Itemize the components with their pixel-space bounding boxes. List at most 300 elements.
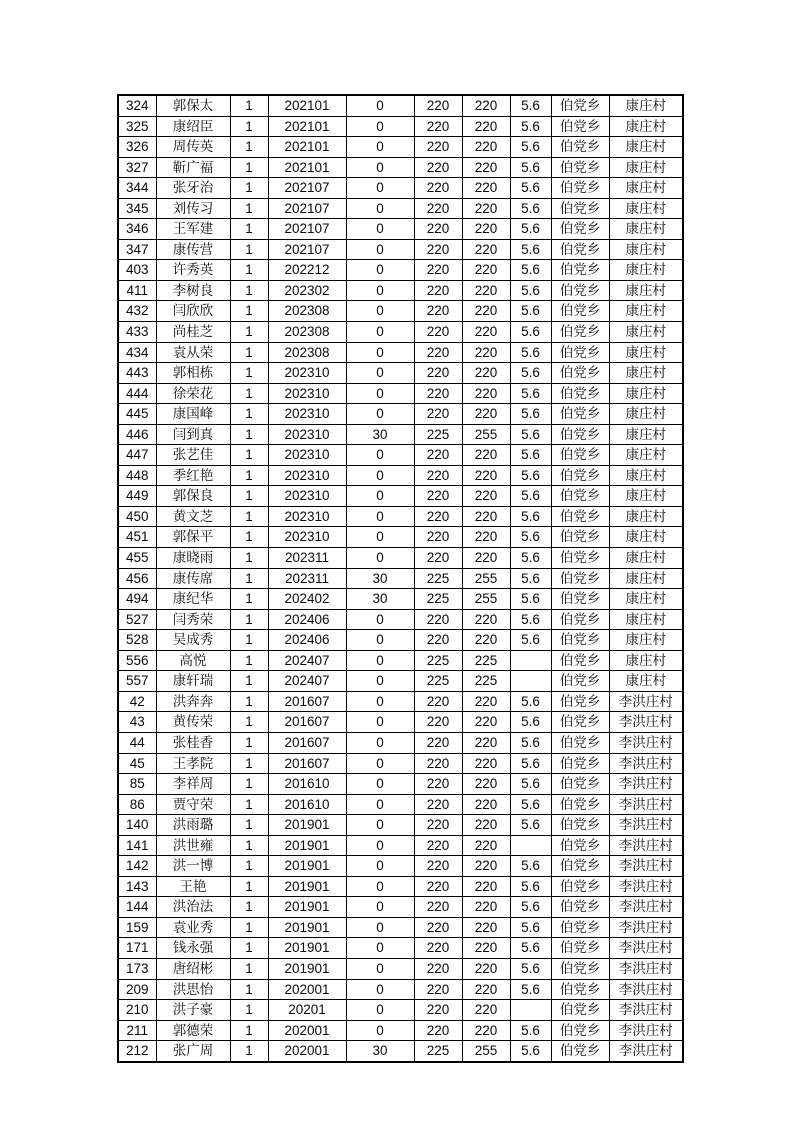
table-cell: 0 (346, 691, 414, 712)
table-cell: 210 (118, 1000, 156, 1021)
table-cell: 220 (462, 95, 510, 116)
table-cell: 220 (462, 958, 510, 979)
table-cell: 494 (118, 589, 156, 610)
table-cell: 220 (462, 137, 510, 158)
table-cell: 0 (346, 794, 414, 815)
table-cell: 202310 (268, 527, 346, 548)
table-row (118, 815, 683, 836)
table-cell: 伯党乡 (551, 958, 609, 979)
table-cell: 201901 (268, 876, 346, 897)
table-cell: 0 (346, 219, 414, 240)
table-cell: 202107 (268, 219, 346, 240)
table-cell: 202310 (268, 424, 346, 445)
table-cell: 李洪庄村 (609, 1000, 683, 1021)
table-cell: 季红艳 (156, 465, 230, 486)
table-cell: 5.6 (510, 712, 551, 733)
table-cell: 220 (462, 486, 510, 507)
table-cell: 李洪庄村 (609, 691, 683, 712)
table-cell: 220 (462, 774, 510, 795)
table-row (118, 1000, 683, 1021)
table-cell: 220 (462, 239, 510, 260)
table-cell: 220 (414, 691, 462, 712)
table-cell: 5.6 (510, 363, 551, 384)
table-cell: 220 (414, 917, 462, 938)
table-cell: 康庄村 (609, 465, 683, 486)
table-cell: 225 (414, 1041, 462, 1062)
table-cell (510, 650, 551, 671)
table-cell: 220 (462, 917, 510, 938)
table-cell: 尚桂芝 (156, 322, 230, 343)
table-cell: 1 (230, 465, 268, 486)
table-row (118, 712, 683, 733)
table-cell: 1 (230, 876, 268, 897)
table-cell: 344 (118, 178, 156, 199)
table-cell: 1 (230, 95, 268, 116)
table-cell: 0 (346, 630, 414, 651)
table-cell: 0 (346, 527, 414, 548)
table-cell: 220 (462, 856, 510, 877)
table-cell: 1 (230, 568, 268, 589)
table-cell: 5.6 (510, 404, 551, 425)
table-cell: 220 (462, 609, 510, 630)
table-cell: 5.6 (510, 301, 551, 322)
table-cell: 255 (462, 568, 510, 589)
table-cell: 康庄村 (609, 322, 683, 343)
table-cell: 220 (462, 383, 510, 404)
table-row (118, 486, 683, 507)
table-cell: 220 (414, 342, 462, 363)
table-row (118, 609, 683, 630)
table-cell: 伯党乡 (551, 465, 609, 486)
table-cell: 康庄村 (609, 589, 683, 610)
table-cell: 220 (462, 404, 510, 425)
table-cell: 202101 (268, 157, 346, 178)
table-cell: 220 (414, 95, 462, 116)
table-cell: 5.6 (510, 876, 551, 897)
table-cell: 202101 (268, 137, 346, 158)
table-cell: 144 (118, 897, 156, 918)
table-cell: 0 (346, 1000, 414, 1021)
table-cell (510, 835, 551, 856)
table-cell: 326 (118, 137, 156, 158)
beneficiary-table (117, 94, 684, 1063)
table-cell: 1 (230, 178, 268, 199)
table-cell: 康传席 (156, 568, 230, 589)
table-cell: 1 (230, 527, 268, 548)
table-cell: 30 (346, 1041, 414, 1062)
table-row (118, 301, 683, 322)
table-cell: 202001 (268, 1041, 346, 1062)
table-cell: 220 (414, 753, 462, 774)
table-cell: 225 (414, 424, 462, 445)
table-cell: 1 (230, 198, 268, 219)
table-cell: 202402 (268, 589, 346, 610)
table-cell: 钱永强 (156, 938, 230, 959)
table-row (118, 178, 683, 199)
table-cell: 220 (462, 1000, 510, 1021)
table-cell: 张艺佳 (156, 445, 230, 466)
table-cell: 康庄村 (609, 506, 683, 527)
table-row (118, 691, 683, 712)
table-cell: 郭相栋 (156, 363, 230, 384)
table-row (118, 630, 683, 651)
table-row (118, 404, 683, 425)
table-cell: 202308 (268, 322, 346, 343)
table-cell: 1 (230, 815, 268, 836)
table-cell: 220 (414, 301, 462, 322)
table-cell: 闫欣欣 (156, 301, 230, 322)
table-cell: 202308 (268, 301, 346, 322)
table-cell: 0 (346, 486, 414, 507)
table-cell: 220 (414, 794, 462, 815)
table-cell: 李洪庄村 (609, 1041, 683, 1062)
table-cell: 201607 (268, 732, 346, 753)
table-cell: 201610 (268, 794, 346, 815)
table-cell: 5.6 (510, 589, 551, 610)
table-cell: 5.6 (510, 178, 551, 199)
table-cell: 5.6 (510, 239, 551, 260)
table-cell: 220 (414, 856, 462, 877)
table-cell: 康庄村 (609, 650, 683, 671)
table-cell: 30 (346, 424, 414, 445)
table-cell: 5.6 (510, 958, 551, 979)
table-cell: 443 (118, 363, 156, 384)
table-cell: 0 (346, 260, 414, 281)
table-cell: 5.6 (510, 527, 551, 548)
table-cell: 220 (414, 609, 462, 630)
table-cell: 220 (462, 876, 510, 897)
table-cell: 456 (118, 568, 156, 589)
table-cell: 伯党乡 (551, 198, 609, 219)
table-cell: 5.6 (510, 137, 551, 158)
table-cell: 202302 (268, 280, 346, 301)
table-cell: 202107 (268, 239, 346, 260)
table-cell: 5.6 (510, 856, 551, 877)
table-row (118, 116, 683, 137)
table-cell: 洪奔奔 (156, 691, 230, 712)
table-cell: 康庄村 (609, 363, 683, 384)
table-cell: 201610 (268, 774, 346, 795)
table-cell: 洪子豪 (156, 1000, 230, 1021)
table-cell: 康庄村 (609, 568, 683, 589)
table-cell: 5.6 (510, 897, 551, 918)
table-cell: 伯党乡 (551, 630, 609, 651)
table-cell: 1 (230, 650, 268, 671)
table-cell: 220 (414, 465, 462, 486)
table-cell: 康庄村 (609, 424, 683, 445)
table-cell: 张牙治 (156, 178, 230, 199)
table-cell: 5.6 (510, 774, 551, 795)
table-cell: 202406 (268, 630, 346, 651)
table-cell: 1 (230, 794, 268, 815)
table-cell: 220 (462, 465, 510, 486)
table-cell: 伯党乡 (551, 732, 609, 753)
table-cell: 556 (118, 650, 156, 671)
table-cell: 1 (230, 1041, 268, 1062)
table-cell: 伯党乡 (551, 116, 609, 137)
table-cell: 220 (414, 445, 462, 466)
table-cell: 伯党乡 (551, 486, 609, 507)
table-cell: 0 (346, 280, 414, 301)
table-cell: 411 (118, 280, 156, 301)
table-cell: 202311 (268, 568, 346, 589)
table-cell: 201607 (268, 753, 346, 774)
table-cell: 20201 (268, 1000, 346, 1021)
table-cell: 康庄村 (609, 548, 683, 569)
table-cell: 康庄村 (609, 260, 683, 281)
table-cell: 伯党乡 (551, 897, 609, 918)
table-cell: 王艳 (156, 876, 230, 897)
table-cell: 220 (414, 404, 462, 425)
table-cell: 202212 (268, 260, 346, 281)
table-cell: 202101 (268, 95, 346, 116)
table-cell: 1 (230, 609, 268, 630)
table-cell: 王军建 (156, 219, 230, 240)
table-cell: 高悦 (156, 650, 230, 671)
table-cell: 李洪庄村 (609, 979, 683, 1000)
table-row (118, 958, 683, 979)
table-cell: 洪世雍 (156, 835, 230, 856)
table-cell: 郭保平 (156, 527, 230, 548)
table-row (118, 938, 683, 959)
table-cell: 201901 (268, 897, 346, 918)
table-row (118, 260, 683, 281)
table-cell: 141 (118, 835, 156, 856)
table-cell: 202107 (268, 178, 346, 199)
table-cell: 伯党乡 (551, 239, 609, 260)
table-cell: 伯党乡 (551, 712, 609, 733)
table-cell: 220 (462, 342, 510, 363)
table-cell: 李洪庄村 (609, 732, 683, 753)
table-cell: 5.6 (510, 424, 551, 445)
table-cell: 202310 (268, 486, 346, 507)
table-cell: 1 (230, 1000, 268, 1021)
table-cell: 159 (118, 917, 156, 938)
table-cell: 康庄村 (609, 198, 683, 219)
table-cell: 220 (414, 486, 462, 507)
table-cell: 220 (414, 198, 462, 219)
table-cell: 郭保太 (156, 95, 230, 116)
table-cell: 5.6 (510, 280, 551, 301)
table-cell: 0 (346, 650, 414, 671)
table-cell: 伯党乡 (551, 815, 609, 836)
table-row (118, 424, 683, 445)
table-cell: 5.6 (510, 691, 551, 712)
table-cell: 220 (414, 712, 462, 733)
table-cell: 220 (414, 527, 462, 548)
table-cell: 220 (462, 979, 510, 1000)
table-cell: 5.6 (510, 116, 551, 137)
table-cell: 220 (462, 1020, 510, 1041)
table-cell: 220 (462, 178, 510, 199)
table-cell: 455 (118, 548, 156, 569)
table-cell: 220 (414, 732, 462, 753)
table-row (118, 95, 683, 116)
table-cell: 李洪庄村 (609, 712, 683, 733)
table-cell: 403 (118, 260, 156, 281)
table-cell: 伯党乡 (551, 548, 609, 569)
table-cell: 202107 (268, 198, 346, 219)
table-cell: 1 (230, 691, 268, 712)
table-cell: 伯党乡 (551, 506, 609, 527)
table-cell: 李洪庄村 (609, 917, 683, 938)
table-cell: 220 (462, 527, 510, 548)
table-cell: 1 (230, 835, 268, 856)
table-cell: 伯党乡 (551, 917, 609, 938)
table-cell: 0 (346, 609, 414, 630)
table-cell: 202310 (268, 363, 346, 384)
table-cell: 0 (346, 157, 414, 178)
table-cell: 201901 (268, 938, 346, 959)
table-cell: 黄传荣 (156, 712, 230, 733)
table-cell: 220 (414, 157, 462, 178)
table-cell: 伯党乡 (551, 527, 609, 548)
table-cell: 1 (230, 1020, 268, 1041)
table-cell: 张桂香 (156, 732, 230, 753)
table-cell: 220 (414, 137, 462, 158)
table-cell: 1 (230, 589, 268, 610)
table-cell: 201607 (268, 691, 346, 712)
table-cell: 康庄村 (609, 383, 683, 404)
table-row (118, 1020, 683, 1041)
table-row (118, 445, 683, 466)
table-cell: 450 (118, 506, 156, 527)
table-cell: 0 (346, 712, 414, 733)
table-cell: 5.6 (510, 938, 551, 959)
table-cell: 伯党乡 (551, 979, 609, 1000)
table-cell: 220 (462, 116, 510, 137)
table-cell: 255 (462, 1041, 510, 1062)
table-cell: 伯党乡 (551, 856, 609, 877)
table-row (118, 732, 683, 753)
table-cell: 伯党乡 (551, 589, 609, 610)
table-cell: 220 (414, 979, 462, 1000)
table-cell: 5.6 (510, 568, 551, 589)
table-cell: 伯党乡 (551, 280, 609, 301)
table-cell: 220 (414, 815, 462, 836)
table-row (118, 342, 683, 363)
table-cell: 李洪庄村 (609, 938, 683, 959)
table-cell: 220 (462, 938, 510, 959)
table-cell: 0 (346, 815, 414, 836)
table-cell: 201901 (268, 917, 346, 938)
table-cell: 220 (462, 732, 510, 753)
table-cell: 李洪庄村 (609, 815, 683, 836)
table-cell: 0 (346, 876, 414, 897)
table-row (118, 774, 683, 795)
table-cell: 0 (346, 938, 414, 959)
table-cell: 446 (118, 424, 156, 445)
table-cell: 1 (230, 342, 268, 363)
table-cell: 1 (230, 301, 268, 322)
table-cell: 432 (118, 301, 156, 322)
table-cell: 447 (118, 445, 156, 466)
table-cell: 李洪庄村 (609, 897, 683, 918)
table-cell: 黄文芝 (156, 506, 230, 527)
table-cell (510, 671, 551, 692)
table-cell: 0 (346, 465, 414, 486)
table-row (118, 835, 683, 856)
table-cell: 5.6 (510, 979, 551, 1000)
table-cell: 220 (462, 753, 510, 774)
table-cell: 李洪庄村 (609, 753, 683, 774)
table-cell: 220 (414, 383, 462, 404)
table-row (118, 280, 683, 301)
table-row (118, 856, 683, 877)
table-cell: 伯党乡 (551, 404, 609, 425)
table-row (118, 876, 683, 897)
table-row (118, 506, 683, 527)
table-cell: 201901 (268, 856, 346, 877)
table-cell: 142 (118, 856, 156, 877)
table-cell: 0 (346, 178, 414, 199)
table-row (118, 917, 683, 938)
table-cell: 201901 (268, 815, 346, 836)
table-cell: 吴成秀 (156, 630, 230, 651)
table-cell: 0 (346, 753, 414, 774)
table-cell: 李洪庄村 (609, 794, 683, 815)
table-body (118, 95, 683, 1062)
table-row (118, 527, 683, 548)
table-cell: 202308 (268, 342, 346, 363)
table-cell: 伯党乡 (551, 794, 609, 815)
table-cell: 220 (462, 260, 510, 281)
table-row (118, 1041, 683, 1062)
table-cell: 康庄村 (609, 609, 683, 630)
table-cell: 225 (414, 671, 462, 692)
table-cell: 0 (346, 732, 414, 753)
table-cell: 0 (346, 383, 414, 404)
table-cell: 220 (414, 774, 462, 795)
table-cell: 唐绍彬 (156, 958, 230, 979)
table-cell: 0 (346, 671, 414, 692)
table-cell: 伯党乡 (551, 876, 609, 897)
table-cell: 5.6 (510, 198, 551, 219)
table-cell: 康庄村 (609, 178, 683, 199)
table-cell: 0 (346, 363, 414, 384)
table-cell: 44 (118, 732, 156, 753)
table-cell: 康庄村 (609, 95, 683, 116)
table-cell: 5.6 (510, 219, 551, 240)
table-cell: 202310 (268, 383, 346, 404)
table-cell: 徐荣花 (156, 383, 230, 404)
table-row (118, 137, 683, 158)
table-cell: 202310 (268, 445, 346, 466)
table-cell: 0 (346, 1020, 414, 1041)
table-cell: 康国峰 (156, 404, 230, 425)
table-cell: 345 (118, 198, 156, 219)
table-cell: 5.6 (510, 753, 551, 774)
table-cell: 201901 (268, 835, 346, 856)
table-cell: 5.6 (510, 548, 551, 569)
table-cell: 171 (118, 938, 156, 959)
table-cell: 444 (118, 383, 156, 404)
table-cell: 220 (414, 897, 462, 918)
table-cell: 5.6 (510, 383, 551, 404)
table-cell: 143 (118, 876, 156, 897)
table-cell: 5.6 (510, 445, 551, 466)
table-cell: 李洪庄村 (609, 856, 683, 877)
table-cell: 洪治法 (156, 897, 230, 918)
table-cell: 李洪庄村 (609, 1020, 683, 1041)
table-cell: 5.6 (510, 609, 551, 630)
table-cell: 1 (230, 548, 268, 569)
table-cell: 5.6 (510, 322, 551, 343)
table-row (118, 589, 683, 610)
table-cell: 伯党乡 (551, 650, 609, 671)
table-cell: 212 (118, 1041, 156, 1062)
table-cell: 220 (462, 322, 510, 343)
